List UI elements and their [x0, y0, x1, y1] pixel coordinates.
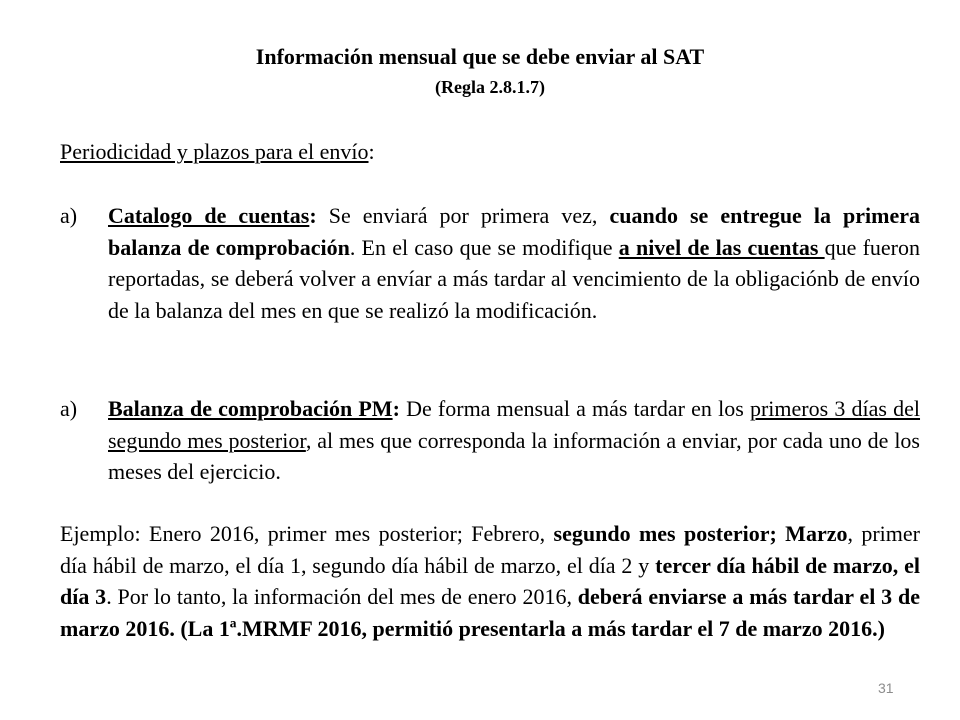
slide-subtitle: (Regla 2.8.1.7) [435, 77, 545, 97]
item-label: Balanza de comprobación PM [108, 396, 393, 421]
item-label-colon: : [392, 396, 400, 421]
section-heading [60, 137, 375, 167]
item-text: que fueron reportadas, se deberá volver a envíar a más tardar al vencimiento de la obligaciónb de envío de la balanza del mes en que se realizó la modificación. [108, 234, 921, 323]
item-text: , al mes que corresponda la información a enviar, por cada uno de los meses del ejercicio. [108, 427, 920, 484]
list-marker: a) [60, 396, 78, 421]
item-text: De forma mensual a más tardar en los [399, 396, 750, 421]
list-item-body [108, 200, 920, 326]
item-emphasis: cuando se entregue la primera balanza de comprobación [108, 203, 921, 260]
list-marker: a) [60, 203, 78, 228]
example-emphasis: tercer día hábil de marzo, el día 3 [60, 552, 920, 609]
slide-title: Información mensual que se debe enviar al SAT [255, 44, 705, 69]
item-label-colon: : [309, 203, 317, 228]
example-text: Ejemplo: Enero 2016, primer mes posterior; Febrero, [60, 521, 554, 546]
list-item-body [108, 393, 920, 488]
example-emphasis: deberá enviarse a más tardar el 3 de marzo 2016. (La 1ª.MRMF 2016, permitió presentarla a más tardar el 7 de marzo 2016.) [60, 584, 920, 641]
item-emphasis-underlined: a nivel de las cuentas [618, 234, 825, 260]
item-text: Se enviará por primera vez, [316, 203, 610, 228]
item-text: . En el caso que se modifique [349, 234, 619, 260]
list-item-catalogo [60, 200, 920, 326]
section-heading-colon: : [368, 139, 375, 164]
example-text: , primer día hábil de marzo, el día 1, segundo día hábil de marzo, el día 2 y [60, 521, 920, 578]
item-label: Catalogo de cuentas [108, 203, 310, 228]
page-number: 31 [878, 680, 894, 696]
example-emphasis: segundo mes posterior; Marzo [553, 521, 848, 546]
example-paragraph [60, 518, 920, 644]
example-text: . Por lo tanto, la información del mes de enero 2016, [106, 584, 578, 609]
section-heading-text: Periodicidad y plazos para el envío [60, 139, 369, 164]
item-underlined: primeros 3 días del segundo mes posterior [108, 396, 921, 453]
list-item-balanza [60, 393, 920, 488]
